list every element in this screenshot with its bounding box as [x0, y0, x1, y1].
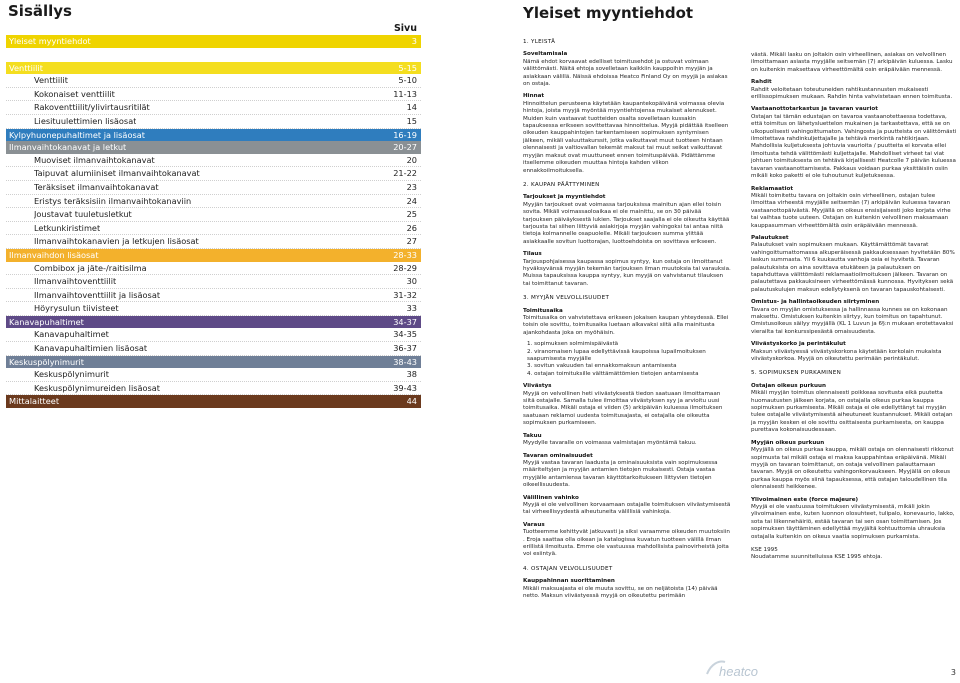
paragraph: Myyjä on velvollinen heti viivästyksestä tiedon saatuaan ilmoittamaan siitä ostajalle. Samalla tulee ilmoittaa viivästyksen syy ja arvioitu uusi toimitusaika. Mikäli ostaja ei viiden (5) arkipäivän kuluessa ilmoituksen saatuaan reklamoi uudesta toimitusajasta, ei ostajalla ole oikeutta sopimuksen purkamiseen.	[523, 390, 723, 427]
paragraph: Mikäli myyjän toimitus olennaisesti poikkeaa sovitusta eikä puutetta huomautusten jälkeen korjata, on ostajalla oikeus purkaa kauppa sopimuksen purkamisesta. Mikäli ostaja ei ole edellyttänyt tai myyjän tulee ostajalle viivästymisestä aiheutuneet kustannukset. Mikäli ostajan ja myyjän kesken ei ole sovittu osittaisesta purkamisesta, on kauppa purettava kokonaisuudessaan.	[751, 390, 953, 434]
toc-item-row[interactable]: Ilmanvaihtoventtiilit 30	[6, 275, 421, 289]
toc-section-row[interactable]: Keskuspölynimurit 38-43	[6, 356, 421, 369]
toc-section-row[interactable]: Ilmanvaihdon lisäosat 28-33	[6, 249, 421, 262]
subheading: Tavaran ominaisuudet	[523, 452, 593, 459]
list-item: 3. sovitun vakuuden tai ennakkomaksun antamisesta	[527, 363, 677, 370]
toc-section-row[interactable]: Ilmanvaihtokanavat ja letkut 20-27	[6, 141, 421, 154]
toc-section-row[interactable]: Kanavapuhaltimet 34-37	[6, 316, 421, 329]
toc-item-row[interactable]: Teräksiset ilmanvaihtokanavat 23	[6, 181, 421, 195]
toc-item-row[interactable]: Letkunkiristimet 26	[6, 222, 421, 236]
subheading: Varaus	[523, 521, 545, 528]
toc-item-row[interactable]: Combibox ja jäte-/raitisilma 28-29	[6, 262, 421, 276]
paragraph: Ostajan tai tämän edustajan on tavaroa vastaanotettaessa todettava, että toimitus on lähetysluettelon mukainen ja tarkastettava, että se on ulkopuolisesti vahingoittumaton. Vahingosta ja puutteista on välittömästi ilmoitettava rahdinkuljettajalle ja tehtävä merkintä rahtikirjaan. Mahdollisia kuljetuksesta johtuvia vaurioita / puutteita ei korvata ellei ilmoitusta tehdä välittömästi kuljettajalle. Mahdolliset virheet tai viat johtuen toimituksesta on tehtävä kirjallisesti Heatcolle 7 päivän kuluessa tavaran vastaanottamisesta. Pakkaus voidaan purkaa yksittäisiin osiin mikäli koko paketti ei ole tuhoutunut kuljetuksessa.	[751, 113, 957, 180]
toc-item-row[interactable]: Keskuspölynimureiden lisäosat 39-43	[6, 382, 421, 396]
toc-item-row[interactable]: Ilmanvaihtokanavien ja letkujen lisäosat 27	[6, 235, 421, 249]
subheading: Soveltamisala	[523, 51, 568, 58]
section-heading: 2. KAUPAN PÄÄTTYMINEN	[523, 181, 600, 188]
list-item: 4. ostajan toimituksille välttämättömien tietojen antamisesta	[527, 370, 699, 377]
paragraph: Nämä ehdot korvaavat edelliset toimitusehdot ja ostuvat voimaan välittömästi. Näitä ehtoja sovelletaan kaikkiin kauppoihin myyjän ja asiakkaan välillä. Näissä ehdoissa Heatco Finland Oy on myyjä ja asiakas on ostaja.	[523, 58, 728, 88]
toc-item-row[interactable]: Kanavapuhaltimet 34-35	[6, 328, 421, 342]
paragraph: Myyjä vastaa tavaran laadusta ja ominaisuuksista vain sopimuksessa määriteltyjen ja myyjän antamien tietojen mukaisesti. Ostaja vastaa myyjälle antamiensa tavaran käyttötarkoitukseen liittyvien tietojen oikeellisuudesta.	[523, 459, 718, 489]
subheading: Palautukset	[751, 234, 789, 241]
toc-item-row[interactable]: Venttiilit 5-10	[6, 74, 421, 88]
paragraph: Tuotteemme kehittyvät jatkuvasti ja siksi varaamme oikeuden muutoksiin . Eroja saattaa olla oikean ja katalogissa kuvatun tuotteen välillä ilman erillistä ilmoitusta. Emme ole vastuussa mahdollisista painovirheistä joita voi esiintyä.	[523, 529, 730, 558]
section-heading: 1. YLEISTÄ	[523, 39, 556, 45]
subheading: Rahdit	[751, 79, 772, 86]
paragraph: Tarjouspohjaisessa kaupassa sopimus syntyy, kun ostaja on ilmoittanut hyväksyvänsä myyjän tekemän tarjouksen ilman muutoksia tai varauksia. Muissa tapauksissa kauppa syntyy, kun myyjä on vahvistanut tilauksen tai toimittanut tavaran.	[523, 258, 731, 287]
paragraph: Maksun viivästyessä viivästyskorkona käytetään korkolain mukaista viivästyskorkoa. Myyjä on oikeutettu perimään perintäkulut.	[751, 348, 942, 363]
toc-item-row[interactable]: Keskuspölynimurit 38	[6, 368, 421, 382]
paragraph: Myydylle tavaralle on voimassa valmistajan myöntämä takuu.	[523, 440, 697, 447]
toc-section-row[interactable]: Yleiset myyntiehdot 3	[6, 35, 421, 48]
toc-item-row[interactable]: Muoviset ilmanvaihtokanavat 20	[6, 154, 421, 168]
section-heading: 3. MYYJÄN VELVOLLISUUDET	[523, 295, 610, 302]
ksk-line: KSE 1995 Noudatamme suunnitelluissa KSE 1995 ehtoja.	[751, 546, 883, 561]
list-item: 2. viranomaisen lupaa edellyttävissä kaupoissa lupailmoituksen saapumisesta myyjälle	[527, 348, 706, 363]
page-number: 3	[950, 668, 956, 677]
toc-item-row[interactable]: Taipuvat alumiiniset ilmanvaihtokanavat 21-22	[6, 167, 421, 181]
subheading: Hinnat	[523, 93, 545, 100]
subheading: Tilaus	[523, 251, 542, 258]
paragraph: Mikäli maksuajasta ei ole muuta sovittu, se on neljätoista (14) päivää netto. Maksun viivästyessä myyjä on oikeutettu perimään	[523, 585, 718, 599]
toc-item-row[interactable]: Rakoventtiilit/ylivirtausritilät 14	[6, 101, 421, 115]
toc-item-row[interactable]: Ilmanvaihtoventtiilit ja lisäosat 31-32	[6, 289, 421, 303]
toc-item-row[interactable]: Höyrysulun tiivisteet 33	[6, 302, 421, 316]
subheading: Reklamaatiot	[751, 185, 793, 192]
paragraph: Mikäli toimitettu tavara on joltakin osin virheellinen, ostajan tulee ilmoittaa virheestä myyjälle seitsemän (7) arkipäivän kuluessa tavaran vastaanottopäivästä. Myyjällä on oikeus ensisijaisesti joko korjata virhe tai vaihtaa tuote uuteen. Ostajan on kuitenkin velvollinen maksamaan kauppasumman virheettömältä osin eräpäivään mennessä.	[751, 192, 951, 229]
subheading: Kauppahinnan suorittaminen	[523, 578, 615, 585]
toc-item-row[interactable]: Kokonaiset venttiilit 11-13	[6, 88, 421, 102]
heatco-logo	[701, 655, 771, 681]
subheading: Ostajan oikeus purkuun	[751, 382, 826, 389]
terms-section	[523, 0, 960, 683]
subheading: Tarjoukset ja myyntiehdot	[523, 194, 606, 201]
toc-item-row[interactable]: Liesituulettimien lisäosat 15	[6, 115, 421, 129]
toc-title: Sisällys	[8, 2, 72, 20]
subheading: Ylivoimainen este (force majeure)	[751, 496, 859, 503]
table-of-contents	[6, 0, 421, 408]
toc-item-row[interactable]: Eristys teräksisiin ilmanvaihtokanaviin 24	[6, 195, 421, 209]
paragraph: Myyjä ei ole vastuussa toimituksen viivästymisestä, mikäli jokin ylivoimainen este, kuten luonnon olosuhteet, tulipalo, konevaurio, lakko, sota tai liikennehäiriö, estää tavaran tai sen osan toimittamisen. Jos sopimuksen täyttäminen edellyttää myyjältä kohtuuttomia uhrauksia ostajalla kuitenkin on oikeus vaatia sopimuksen purkamista.	[751, 503, 955, 540]
paragraph: Hinnoittelun perusteena käytetään kaupantekopäivänä voimassa olevia hintoja, joista myyjä myöntää myyntiehtojensa mukaiset alennukset. Muiden kuin vastaavat tuotteiden osalta sovelletaan kussakin tapauksessa erikseen sovittettavaa hinnoittelua. Myyjä pidättää itselleen oikeuden kauppahintojen tarkentamiseen sopimuksen syntymisen jälkeen, mikäli valuuttakurssit, jotka vaikuttavat muut tuotteen hintaan olennaisesti ja valtiovallan tekemät maksut tai muut seikat vaikuttavat myyjän maksut ovat muuttuneet ennen toimituspäivää. Pidättämme itsellemme oikeuden muuttaa hintoja kahden viikon ennakkoilmoituksella.	[523, 100, 729, 174]
terms-column-left	[523, 32, 731, 604]
paragraph: Tavara on myyjän omistuksessa ja hallinnassa kunnes se on kokonaan maksettu. Omistuksen kuitenkin siirtyy, kun toimitus on tapahtunut. Omistusoikeus säilyy myyjällä (KL 1 Luvun ja 6§:n mukaan erotettavaksi vierailta tai konkurssipesästä omaisuudesta.	[751, 306, 954, 335]
toc-page-header: Sivu	[393, 23, 417, 34]
list-item: 1. sopimuksen solmimispäivästä	[527, 341, 619, 348]
terms-title: Yleiset myyntiehdot	[523, 4, 694, 22]
subheading: Viivästyskorko ja perintäkulut	[751, 341, 846, 348]
paragraph: Myyjä ei ole velvollinen korvaamaan ostajalle toimituksen viivästymisestä tai virheellisyydestä aiheutuneita välillisiä vahinkoja.	[523, 501, 731, 516]
subheading: Vastaanottotarkastus ja tavaran vauriot	[751, 106, 878, 113]
delivery-list	[527, 341, 731, 378]
subheading: Välillinen vahinko	[523, 494, 579, 501]
toc-section-row[interactable]: Kylpyhuonepuhaltimet ja lisäosat 16-19	[6, 129, 421, 142]
subheading: Takuu	[523, 432, 542, 439]
section-heading: 4. OSTAJAN VELVOLLISUUDET	[523, 565, 613, 572]
paragraph: västä. Mikäli lasku on joltakin osin virheellinen, asiakas on velvollinen ilmoittamaan asiasta myyjälle seitsemän (7) arkipäivän kuluessa. Lasku on kuitenkin maksettava virheettömältä osin eräpäivään mennessä.	[751, 52, 953, 73]
terms-column-right	[751, 52, 957, 566]
subheading: Myyjän oikeus purkuun	[751, 439, 825, 446]
section-heading: 5. SOPIMUKSEN PURKAMINEN	[751, 370, 842, 377]
toc-item-row[interactable]: Kanavapuhaltimien lisäosat 36-37	[6, 342, 421, 356]
subheading: Omistus- ja hallintaoikeuden siirtyminen	[751, 299, 880, 306]
toc-section-row[interactable]: Mittalaitteet 44	[6, 395, 421, 408]
subheading: Viivästys	[523, 383, 552, 390]
subheading: Toimitusaika	[523, 307, 563, 314]
paragraph: Myyjän tarjoukset ovat voimassa tarjouksissa mainitun ajan ellei toisin sovita. Mikäli voimassaoloaikaa ei ole mainittu, se on 30 päivää tarjouksen päiväyksestä lukien. Tarjoukset saajalla ei ole oikeutta käyttää tarjousta tai siihen liittyviä asiakirjoja myyjän vahingoksi tai antaa niitä tietoja kolmannelle osapuolelle. Mikäli tarjouksen summa ylittää asiakkaalle sovitun luottorajan, luottoehdoista on sovittava erikseen.	[523, 201, 730, 245]
paragraph: Rahdit veloitetaan toteutuneiden rahtikustannusten mukaisesti erillissopimuksen mukaan. Rahdin hinta vahvistetaan ennen toimitusta.	[751, 86, 953, 101]
paragraph: Palautukset vain sopimuksen mukaan. Käyttämättömät tavarat vahingoittumattomassa alkuperäisessä pakkauksessaan hyvitetään 80% laskun summasta. Yli 6 kuukautta vanhoja osia ei hyvitetä. Tavaran palautuksista on aina sovittava etukäteen ja palautuksen on tapahduttava välittömästi reklamaatioilmoituksen jälkeen. Tavaran on palautettava pakkauksineen virheettömässä kunnossa. Hyvityksen sekä palautuskulujen maksun edellytyksenä on tavaran tapauskohtaisesti.	[751, 242, 955, 293]
paragraph: Myyjällä on oikeus purkaa kauppa, mikäli ostaja on olennaisesti rikkonut sopimusta tai mikäli ostaja ei maksa kauppahintaa eräpäivänä. Mikäli myyjä on tavaran toimittanut, on ostaja velvollinen palauttamaan tavaran. Myyjä on oikeutettu vahingonkorvaukseen. Myyjällä on oikeus purkaa kauppa myös siinä tapauksessa, että ostajan taloudellinen tila olennaisesti heikkenee.	[751, 447, 954, 491]
toc-item-row[interactable]: Joustavat tuuletusletkut 25	[6, 208, 421, 222]
toc-section-row[interactable]: Venttiilit 5-15	[6, 62, 421, 75]
paragraph: Toimitusaika on vahvistettava erikseen jokaisen kaupan yhteydessä. Ellei toisin ole sovittu, toimitusaika luetaan alkavaksi siitä alla mainitusta ajankohdasta joka on myöhäisin.	[523, 315, 729, 336]
svg-text:heatco: heatco	[719, 664, 759, 679]
